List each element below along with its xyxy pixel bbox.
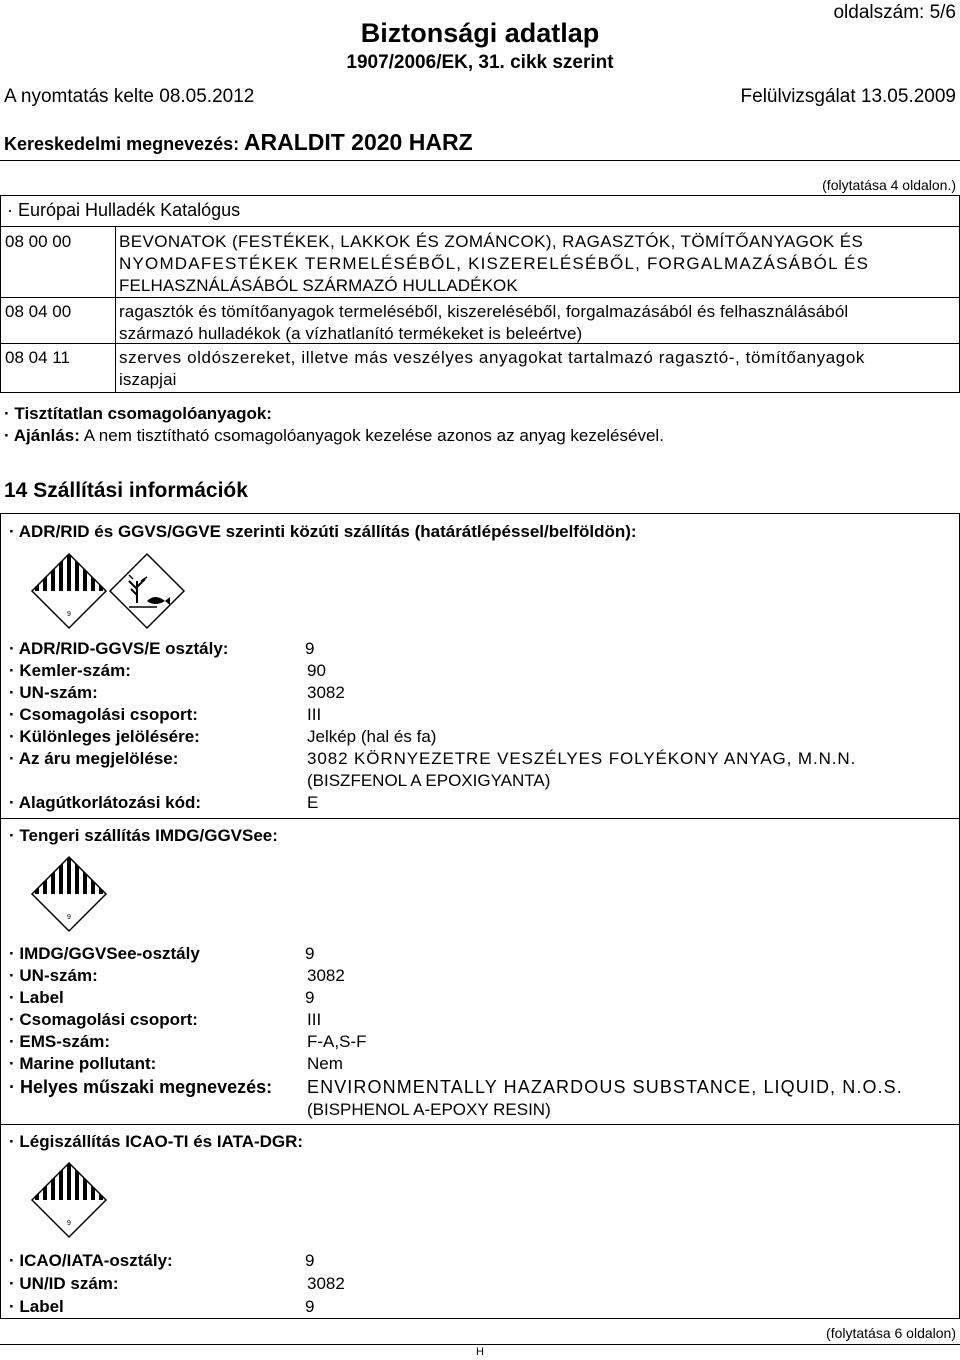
waste-description-line: BEVONATOK (FESTÉKEK, LAKKOK ÉS ZOMÁNCOK), RAGASZTÓK, TÖMÍTŐANYAGOK ÉS <box>119 232 864 251</box>
footer-mark: H <box>476 1346 484 1358</box>
imdg-packing-group-value: III <box>307 1010 322 1029</box>
section-14-title: 14 Szállítási információk <box>4 479 248 502</box>
kemler-row <box>9 660 326 682</box>
section-divider <box>1 1124 959 1125</box>
imdg-un-row <box>9 965 345 987</box>
pictogram-number: 9 <box>67 611 71 618</box>
row-divider <box>1 297 959 298</box>
adr-class-label: · ADR/RID-GGVS/E osztály: <box>9 639 229 658</box>
special-marking-row <box>9 726 437 748</box>
waste-catalog-title: · Európai Hulladék Katalógus <box>7 200 241 220</box>
icao-class-row <box>9 1250 315 1272</box>
waste-description <box>119 347 865 391</box>
waste-description <box>119 231 869 297</box>
goods-description-value: 3082 KÖRNYEZETRE VESZÉLYES FOLYÉKONY ANYAG, M.N.N. <box>307 749 857 768</box>
waste-description-line: FELHASZNÁLÁSÁBÓL SZÁRMAZÓ HULLADÉKOK <box>119 276 518 295</box>
technical-name-row <box>9 1076 903 1099</box>
adr-class-value: 9 <box>305 639 315 658</box>
icao-label-value: 9 <box>305 1297 315 1316</box>
waste-description-line: szerves oldószereket, illetve más veszélyes anyagokat tartalmazó ragasztó-, tömítőanyagok <box>119 348 865 367</box>
icao-class-value: 9 <box>305 1251 315 1270</box>
waste-description-line: származó hulladékok (a vízhatlanító termékeket is beleértve) <box>119 324 583 343</box>
section-divider <box>1 818 959 819</box>
waste-description-line: iszapjai <box>119 370 177 389</box>
goods-description-value-2: (BISZFENOL A EPOXIGYANTA) <box>307 771 551 790</box>
waste-catalog-table <box>1 226 959 393</box>
technical-name-label: · Helyes műszaki megnevezés: <box>9 1077 273 1097</box>
adr-class-row <box>9 638 315 660</box>
recommendation-value: A nem tisztítható csomagolóanyagok kezelése azonos az anyag kezelésével. <box>83 426 664 445</box>
review-date: Felülvizsgálat 13.05.2009 <box>740 86 956 107</box>
imdg-title: · Tengeri szállítás IMDG/GGVSee: <box>9 826 278 845</box>
special-marking-label: · Különleges jelölésére: <box>9 727 200 746</box>
icao-label-row <box>9 1296 315 1318</box>
trade-name <box>4 129 473 156</box>
row-divider <box>1 343 959 344</box>
ems-label: · EMS-szám: <box>9 1032 111 1051</box>
table-row <box>1 231 959 297</box>
ems-value: F-A,S-F <box>307 1032 367 1051</box>
kemler-label: · Kemler-szám: <box>9 661 131 680</box>
imdg-packing-group-row <box>9 1009 322 1031</box>
packaging-title: · Tisztítatlan csomagolóanyagok: <box>4 404 272 423</box>
waste-description-line: NYOMDAFESTÉKEK TERMELÉSÉBŐL, KISZERELÉSÉBŐL, FORGALMAZÁSÁBÓL ÉS <box>119 254 870 273</box>
adr-packing-group-value: III <box>307 705 322 724</box>
waste-code: 08 00 00 <box>5 232 72 251</box>
marine-pollutant-label: · Marine pollutant: <box>9 1054 157 1073</box>
tunnel-code-value: E <box>307 793 319 812</box>
goods-description-label: · Az áru megjelölése: <box>9 749 179 768</box>
imdg-class-row <box>9 943 315 965</box>
imdg-label-row <box>9 987 315 1009</box>
trade-name-label: Kereskedelmi megnevezés: <box>4 134 240 154</box>
marine-pollutant-row <box>9 1053 343 1075</box>
document-title: Biztonsági adatlap <box>360 18 600 48</box>
environmental-hazard-fish-tree-icon <box>107 551 187 631</box>
adr-packing-group-label: · Csomagolási csoport: <box>9 705 198 724</box>
imdg-un-value: 3082 <box>307 966 345 985</box>
class-9-hazard-icon <box>29 551 109 631</box>
waste-code: 08 04 00 <box>5 302 72 321</box>
special-marking-value: Jelkép (hal és fa) <box>307 727 437 746</box>
adr-packing-group-row <box>9 704 322 726</box>
class-9-hazard-icon <box>29 1160 109 1240</box>
trade-name-value: ARALDIT 2020 HARZ <box>243 129 473 155</box>
imdg-packing-group-label: · Csomagolási csoport: <box>9 1010 198 1029</box>
icao-class-label: · ICAO/IATA-osztály: <box>9 1251 173 1270</box>
pictogram-number: 9 <box>67 914 71 921</box>
page-number: oldalszám: 5/6 <box>833 2 956 23</box>
continued-on: (folytatása 6 oldalon) <box>826 1325 956 1341</box>
waste-catalog-box <box>0 195 960 393</box>
icao-label-label: · Label <box>9 1297 64 1316</box>
footer-divider <box>0 1344 960 1345</box>
waste-code: 08 04 11 <box>5 348 70 367</box>
packaging-recommendation <box>4 426 664 446</box>
ems-row <box>9 1031 367 1053</box>
print-date: A nyomtatás kelte 08.05.2012 <box>4 86 255 107</box>
imdg-label-value: 9 <box>305 988 315 1007</box>
technical-name-value-2: (BISPHENOL A-EPOXY RESIN) <box>307 1100 551 1119</box>
goods-description-row <box>9 748 857 770</box>
imdg-class-value: 9 <box>305 944 315 963</box>
imdg-class-label: · IMDG/GGVSee-osztály <box>9 944 200 963</box>
pictogram-number: 9 <box>67 1220 71 1227</box>
imdg-un-label: · UN-szám: <box>9 966 98 985</box>
tunnel-code-label: · Alagútkorlátozási kód: <box>9 793 202 812</box>
table-row <box>1 301 959 345</box>
adr-un-label: · UN-szám: <box>9 683 98 702</box>
waste-description <box>119 301 848 345</box>
tunnel-code-row <box>9 792 319 814</box>
class-9-hazard-icon <box>29 854 109 934</box>
continued-from: (folytatása 4 oldalon.) <box>822 177 956 193</box>
icao-un-label: · UN/ID szám: <box>9 1274 119 1293</box>
transport-info-box <box>0 513 960 1319</box>
document-subtitle: 1907/2006/EK, 31. cikk szerint <box>346 52 614 73</box>
marine-pollutant-value: Nem <box>307 1054 343 1073</box>
header-divider <box>0 160 960 161</box>
table-row <box>1 347 959 391</box>
icao-title: · Légiszállítás ICAO-TI és IATA-DGR: <box>9 1132 304 1151</box>
icao-un-row <box>9 1273 345 1295</box>
recommendation-label: · Ajánlás: <box>4 426 80 445</box>
icao-un-value: 3082 <box>307 1274 345 1293</box>
adr-un-value: 3082 <box>307 683 345 702</box>
adr-title: · ADR/RID és GGVS/GGVE szerinti közúti szállítás (határátlépéssel/belföldön): <box>9 522 637 541</box>
waste-description-line: ragasztók és tömítőanyagok termeléséből, kiszereléséből, forgalmazásából és felhasználásából <box>119 302 849 321</box>
adr-un-row <box>9 682 345 704</box>
imdg-label-label: · Label <box>9 988 64 1007</box>
kemler-value: 90 <box>307 661 326 680</box>
technical-name-value: ENVIRONMENTALLY HAZARDOUS SUBSTANCE, LIQUID, N.O.S. <box>307 1077 903 1097</box>
